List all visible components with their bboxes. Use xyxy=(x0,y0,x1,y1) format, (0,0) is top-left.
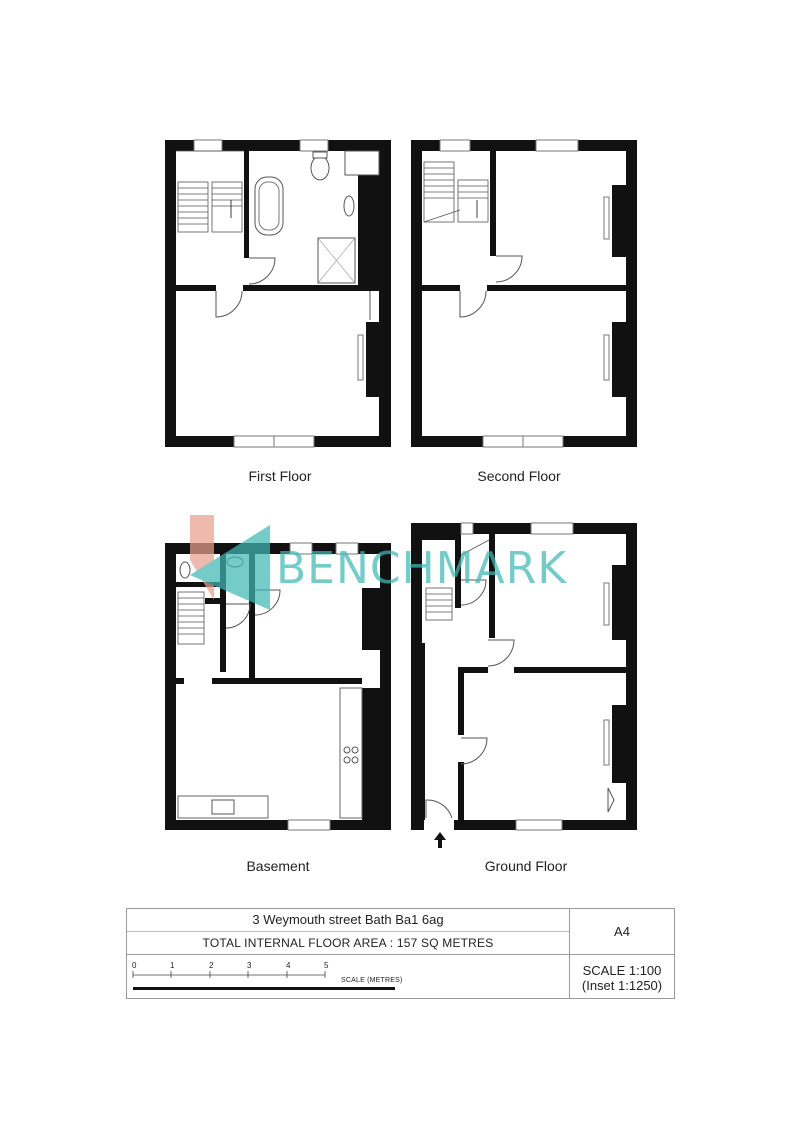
paper-size: A4 xyxy=(570,909,674,955)
scale-tick-3: 3 xyxy=(247,961,252,970)
second-floor-plan xyxy=(358,140,637,447)
floor-area: TOTAL INTERNAL FLOOR AREA : 157 SQ METRES xyxy=(127,932,569,955)
scale-line-1: SCALE 1:100 xyxy=(582,963,662,978)
scale-caption: SCALE (METRES) xyxy=(341,977,403,984)
scale-tick-0: 0 xyxy=(132,961,137,970)
first-floor-plan xyxy=(165,140,391,447)
scale-tick-1: 1 xyxy=(170,961,175,970)
title-block xyxy=(126,908,675,999)
first-floor-label: First Floor xyxy=(248,468,312,484)
second-floor-label: Second Floor xyxy=(477,468,561,484)
basement-label: Basement xyxy=(246,858,310,874)
scale-info xyxy=(570,955,674,998)
scale-tick-2: 2 xyxy=(209,961,214,970)
title-block-left xyxy=(127,909,570,998)
scale-line-2: (Inset 1:1250) xyxy=(581,978,663,993)
ground-floor-label: Ground Floor xyxy=(484,858,568,874)
scale-tick-4: 4 xyxy=(286,961,291,970)
scale-tick-5: 5 xyxy=(324,961,329,970)
watermark-text: BENCHMARK xyxy=(276,543,568,594)
address: 3 Weymouth street Bath Ba1 6ag xyxy=(127,909,569,932)
